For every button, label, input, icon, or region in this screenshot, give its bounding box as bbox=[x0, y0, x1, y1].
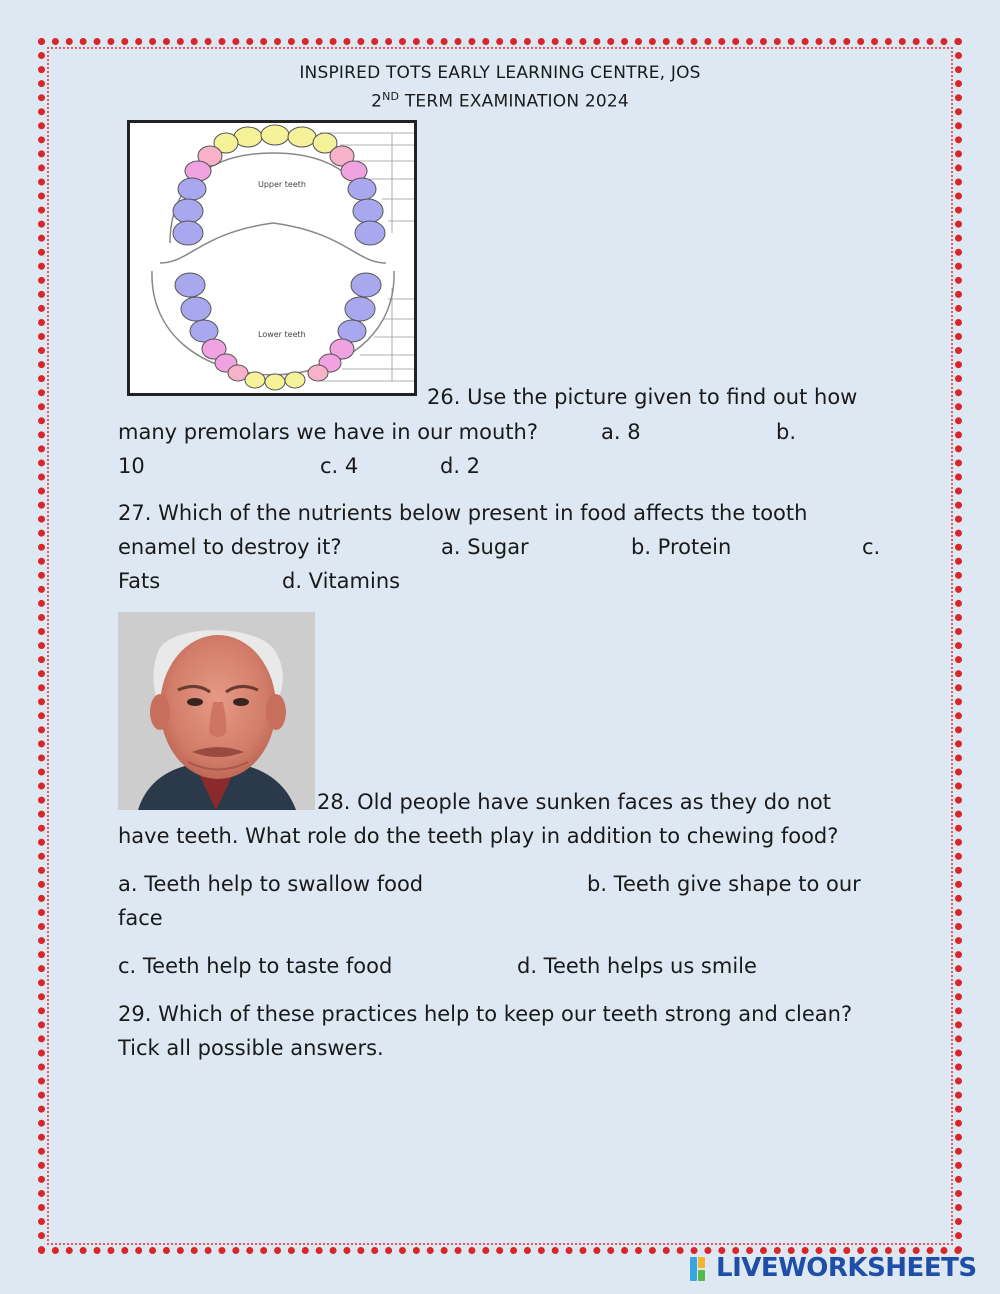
lower-teeth-label: Lower teeth bbox=[258, 330, 306, 339]
upper-molar bbox=[348, 178, 376, 200]
q27-option-c: c. bbox=[862, 535, 881, 559]
q26-option-d: d. 2 bbox=[440, 454, 481, 478]
lower-incisor bbox=[265, 374, 285, 390]
q26-option-b-value: 10 bbox=[118, 454, 145, 478]
q27-line1: 27. Which of the nutrients below present in food affects the tooth bbox=[118, 501, 808, 525]
q28-option-b-cont: face bbox=[118, 906, 163, 930]
lower-canine bbox=[308, 365, 328, 381]
exam-prefix: 2 bbox=[371, 91, 383, 112]
liveworksheets-brand[interactable]: LIVEWORKSHEETS bbox=[716, 1253, 977, 1283]
q28-option-c: c. Teeth help to taste food bbox=[118, 954, 393, 978]
white-patch bbox=[132, 143, 188, 163]
lower-molar bbox=[345, 297, 375, 321]
q27-option-b: b. Protein bbox=[631, 535, 732, 559]
lower-incisor bbox=[245, 372, 265, 388]
left-ear bbox=[150, 694, 170, 730]
q27-option-a: a. Sugar bbox=[441, 535, 529, 559]
teeth-diagram-svg bbox=[130, 123, 414, 393]
old-man-photo bbox=[118, 612, 315, 810]
q26-option-a: a. 8 bbox=[601, 420, 641, 444]
q26-option-c: c. 4 bbox=[320, 454, 359, 478]
upper-molar bbox=[173, 199, 203, 223]
lower-molar bbox=[181, 297, 211, 321]
q28-option-b: b. Teeth give shape to our bbox=[587, 872, 861, 896]
q26-line1: 26. Use the picture given to find out how bbox=[427, 385, 858, 409]
exam-sup: ND bbox=[382, 90, 400, 103]
upper-teeth-label: Upper teeth bbox=[258, 180, 306, 189]
right-ear bbox=[266, 694, 286, 730]
upper-molar bbox=[178, 178, 206, 200]
upper-incisor bbox=[261, 125, 289, 145]
q28-line1: 28. Old people have sunken faces as they do not bbox=[317, 790, 832, 814]
lower-incisor bbox=[285, 372, 305, 388]
upper-incisor bbox=[288, 127, 316, 147]
teeth-diagram bbox=[127, 120, 417, 396]
exam-suffix: TERM EXAMINATION 2024 bbox=[399, 91, 629, 112]
exam-title bbox=[0, 90, 1000, 112]
liveworksheets-logo-icon bbox=[690, 1257, 714, 1281]
school-title: INSPIRED TOTS EARLY LEARNING CENTRE, JOS bbox=[299, 63, 701, 83]
upper-molar bbox=[355, 221, 385, 245]
q27-option-d: d. Vitamins bbox=[282, 569, 401, 593]
old-man-illustration bbox=[118, 612, 315, 810]
q26-option-b: b. bbox=[776, 420, 797, 444]
upper-molar bbox=[173, 221, 203, 245]
q27-stem: enamel to destroy it? bbox=[118, 535, 342, 559]
q28-option-d: d. Teeth helps us smile bbox=[517, 954, 757, 978]
q27-option-c-value: Fats bbox=[118, 569, 161, 593]
q28-line2: have teeth. What role do the teeth play in addition to chewing food? bbox=[118, 824, 839, 848]
lower-molar bbox=[351, 273, 381, 297]
q28-option-a: a. Teeth help to swallow food bbox=[118, 872, 424, 896]
q29-line2: Tick all possible answers. bbox=[118, 1036, 384, 1060]
upper-molar bbox=[353, 199, 383, 223]
q26-stem: many premolars we have in our mouth? bbox=[118, 420, 538, 444]
lower-molar bbox=[175, 273, 205, 297]
q29-line1: 29. Which of these practices help to keep our teeth strong and clean? bbox=[118, 1002, 853, 1026]
